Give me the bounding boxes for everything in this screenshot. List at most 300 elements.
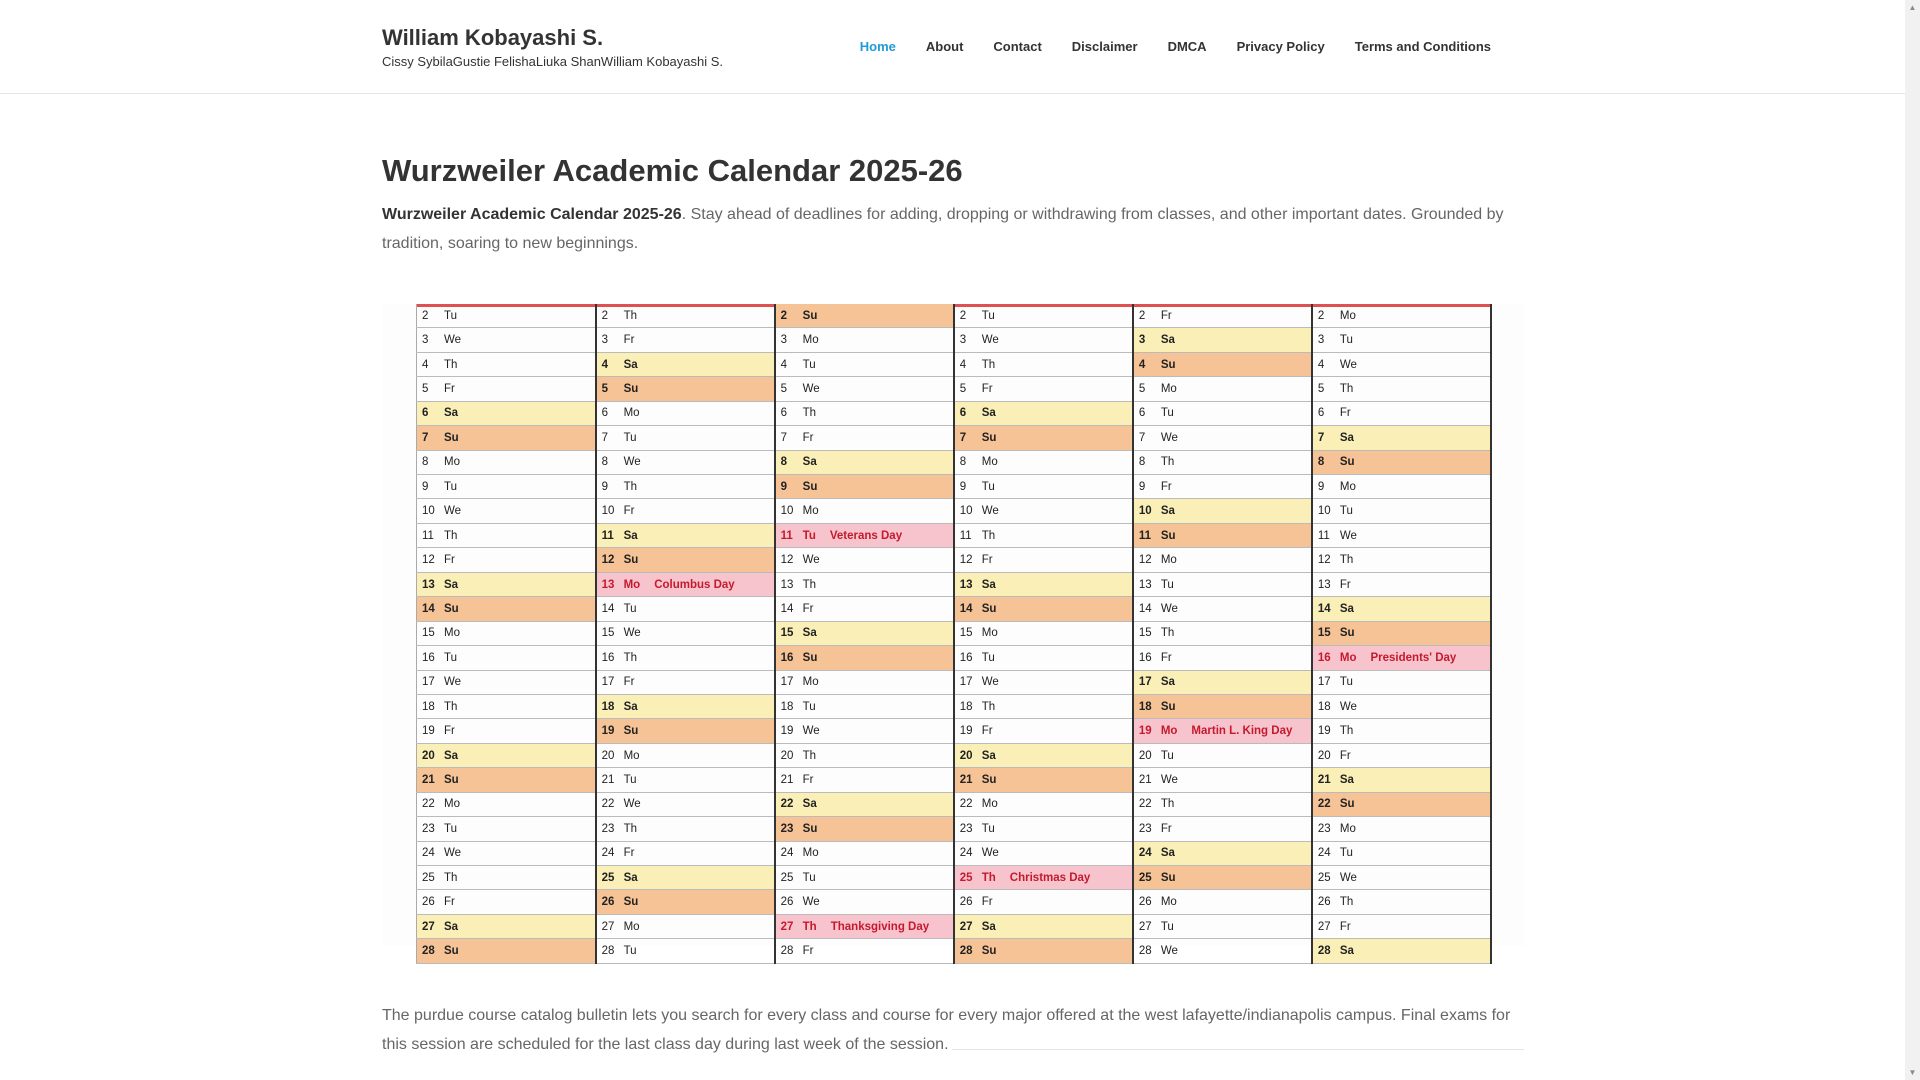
calendar-weekday: Sa [1160,505,1175,518]
calendar-day-number: 8 [601,456,608,469]
calendar-weekday: Sa [981,749,996,762]
calendar-weekday: Sa [1339,602,1354,615]
calendar-cell [417,499,596,523]
calendar-holiday-label: Presidents' Day [1370,651,1457,664]
calendar-cell [775,548,954,572]
calendar-cell [417,548,596,572]
calendar-day-number: 21 [959,774,973,787]
calendar-weekday: Mo [981,627,998,640]
calendar-weekday: Tu [981,309,995,322]
calendar-weekday: Mo [1339,651,1357,664]
calendar-weekday: Th [802,578,817,591]
calendar-cell [1133,450,1312,474]
calendar-weekday: Fr [981,554,993,567]
calendar-weekday: We [981,334,999,347]
calendar-cell [596,621,775,645]
calendar-day-number: 13 [959,578,973,591]
calendar-day-number: 20 [959,749,973,762]
calendar-day-number: 10 [959,505,973,518]
calendar-weekday: Su [981,774,997,787]
calendar-row [417,768,1492,792]
calendar-weekday: Su [802,309,818,322]
calendar-cell [1133,548,1312,572]
calendar-weekday: Sa [623,529,638,542]
calendar-day-number: 23 [1138,822,1152,835]
calendar-day-number: 4 [959,358,967,371]
calendar-day-number: 13 [1138,578,1152,591]
calendar-weekday: Fr [1339,920,1351,933]
calendar-cell [1133,694,1312,718]
calendar-day-number: 22 [1138,798,1152,811]
calendar-weekday: Su [623,383,639,396]
calendar-weekday: We [1339,529,1357,542]
calendar-row [417,328,1492,352]
calendar-weekday: We [802,896,820,909]
nav-disclaimer[interactable]: Disclaimer [1071,39,1138,54]
page-scrollbar[interactable] [1905,0,1920,1080]
calendar-day-number: 24 [780,847,794,860]
calendar-day-number: 28 [1317,945,1331,958]
calendar-cell [954,694,1133,718]
calendar-cell [1133,377,1312,401]
calendar-cell [1312,377,1491,401]
calendar-weekday: Su [1339,798,1355,811]
calendar-cell [775,792,954,816]
calendar-cell [417,914,596,938]
calendar-day-number: 15 [1317,627,1331,640]
calendar-weekday: Tu [981,480,995,493]
calendar-weekday: Su [981,602,997,615]
calendar-weekday: Sa [444,749,459,762]
calendar-day-number: 15 [959,627,973,640]
calendar-day-number: 27 [1138,920,1152,933]
calendar-cell [954,475,1133,499]
calendar-weekday: Su [802,480,818,493]
calendar-day-number: 12 [1138,554,1152,567]
calendar-day-number: 24 [1317,847,1331,860]
calendar-cell [417,939,596,964]
main-nav [845,39,1506,55]
calendar-day-number: 4 [1317,358,1325,371]
calendar-day-number: 2 [1317,309,1325,322]
calendar-day-number: 26 [422,896,435,909]
calendar-weekday: We [623,798,641,811]
calendar-cell [954,768,1133,792]
calendar-day-number: 6 [780,407,788,420]
calendar-weekday: Su [444,774,459,787]
calendar-cell [954,866,1133,890]
calendar-cell [1312,328,1491,352]
calendar-cell [417,328,596,352]
nav-about[interactable]: About [925,39,964,54]
post-title: Wurzweiler Academic Calendar 2025-26 [382,153,963,188]
calendar-day-number: 18 [422,700,435,713]
calendar-day-number: 6 [1317,407,1325,420]
calendar-weekday: Su [444,945,459,958]
calendar-day-number: 15 [601,627,615,640]
calendar-weekday: Fr [802,774,814,787]
calendar-cell [596,597,775,621]
calendar-day-number: 20 [1138,749,1152,762]
calendar-day-number: 6 [1138,407,1146,420]
calendar-cell [1312,914,1491,938]
calendar-weekday: We [1160,774,1178,787]
calendar-cell [596,426,775,450]
calendar-weekday: Su [1339,627,1355,640]
calendar-day-number: 21 [1317,774,1331,787]
calendar-cell [1133,743,1312,767]
calendar-day-number: 18 [780,700,794,713]
calendar-day-number: 23 [959,822,973,835]
calendar-cell [596,914,775,938]
calendar-weekday: Tu [1339,334,1353,347]
calendar-row [417,523,1492,547]
calendar-weekday: Mo [623,749,640,762]
calendar-weekday: Mo [981,456,998,469]
calendar-cell [1312,939,1491,964]
calendar-weekday: Th [1160,456,1175,469]
calendar-cell [417,670,596,694]
calendar-cell [596,670,775,694]
calendar-weekday: Tu [802,871,816,884]
calendar-weekday: Tu [802,358,816,371]
calendar-weekday: Tu [444,480,457,493]
calendar-cell [775,768,954,792]
calendar-weekday: Sa [1160,676,1175,689]
calendar-cell [596,377,775,401]
calendar-cell [596,499,775,523]
calendar-cell [417,621,596,645]
calendar-cell [775,914,954,938]
calendar-weekday: Fr [1339,407,1351,420]
calendar-cell [775,890,954,914]
calendar-cell [417,890,596,914]
calendar-day-number: 17 [959,676,973,689]
calendar-day-number: 5 [1317,383,1325,396]
calendar-day-number: 21 [780,774,794,787]
calendar-weekday: Sa [981,578,996,591]
calendar-day-number: 20 [1317,749,1331,762]
calendar-day-number: 3 [1317,334,1325,347]
scroll-up-arrow-icon[interactable]: ▲ [1908,3,1917,12]
calendar-day-number: 6 [422,407,429,420]
calendar-cell [1312,719,1491,743]
site-title[interactable]: William Kobayashi S. [382,25,604,50]
calendar-day-number: 15 [1138,627,1152,640]
calendar-cell [596,792,775,816]
calendar-cell [596,401,775,425]
calendar-row [417,939,1492,964]
calendar-weekday: We [1339,871,1357,884]
calendar-weekday: Mo [623,407,640,420]
calendar-weekday: Sa [1339,774,1354,787]
calendar-day-number: 21 [1138,774,1152,787]
calendar-cell [1133,890,1312,914]
nav-dmca[interactable]: DMCA [1167,39,1207,54]
post-intro [382,200,1524,258]
calendar-cell [954,743,1133,767]
calendar-weekday: Tu [802,700,816,713]
calendar-weekday: Mo [1160,725,1178,738]
divider [952,1049,1524,1050]
calendar-cell [1312,450,1491,474]
calendar-cell [775,743,954,767]
calendar-day-number: 10 [780,505,794,518]
calendar-weekday: Fr [1339,578,1351,591]
calendar-cell [954,914,1133,938]
calendar-cell [417,597,596,621]
calendar-cell [417,352,596,376]
calendar-day-number: 20 [601,749,615,762]
calendar-cell [1312,352,1491,376]
calendar-day-number: 25 [1317,871,1331,884]
calendar-weekday: Fr [444,896,455,909]
calendar-weekday: Mo [802,847,819,860]
calendar-weekday: We [444,505,462,518]
calendar-weekday: Su [1339,456,1355,469]
calendar-cell [1133,719,1312,743]
calendar-day-number: 13 [1317,578,1331,591]
calendar-cell [596,719,775,743]
calendar-day-number: 14 [1317,602,1331,615]
calendar-cell [1133,475,1312,499]
calendar-cell [954,572,1133,596]
calendar-day-number: 23 [780,822,794,835]
calendar-row [417,646,1492,670]
calendar-day-number: 13 [422,578,435,591]
calendar-cell [1133,352,1312,376]
calendar-weekday: Fr [802,602,814,615]
calendar-day-number: 28 [1138,945,1152,958]
calendar-cell [775,377,954,401]
calendar-cell [954,670,1133,694]
calendar-weekday: Fr [981,896,993,909]
calendar-cell [954,939,1133,964]
calendar-day-number: 14 [1138,602,1152,615]
calendar-cell [596,450,775,474]
calendar-holiday-label: Christmas Day [1009,871,1091,884]
calendar-cell [1133,597,1312,621]
calendar-day-number: 9 [422,480,429,493]
calendar-cell [417,841,596,865]
calendar-weekday: Tu [802,529,816,542]
calendar-cell [775,694,954,718]
calendar-day-number: 4 [780,358,788,371]
calendar-cell [775,426,954,450]
calendar-day-number: 3 [422,334,429,347]
calendar-day-number: 19 [959,725,973,738]
calendar-day-number: 25 [1138,871,1152,884]
calendar-day-number: 7 [959,431,967,444]
calendar-weekday: We [444,334,462,347]
calendar-weekday: Fr [623,334,635,347]
calendar-day-number: 25 [959,871,973,884]
calendar-cell [417,450,596,474]
calendar-cell [954,841,1133,865]
calendar-day-number: 5 [959,383,967,396]
calendar-day-number: 17 [1317,676,1331,689]
calendar-weekday: We [623,456,641,469]
calendar-row [417,475,1492,499]
calendar-weekday: Tu [1160,578,1174,591]
calendar-day-number: 24 [601,847,615,860]
calendar-holiday-label: Veterans Day [829,529,903,542]
nav-privacy-policy[interactable]: Privacy Policy [1236,39,1325,54]
calendar-cell [596,304,775,328]
calendar-weekday: Tu [623,431,637,444]
calendar-cell [775,646,954,670]
calendar-day-number: 5 [780,383,788,396]
calendar-day-number: 16 [1138,651,1152,664]
calendar-cell [775,401,954,425]
calendar-day-number: 26 [780,896,794,909]
calendar-day-number: 8 [959,456,967,469]
calendar-day-number: 28 [601,945,615,958]
calendar-cell [775,597,954,621]
nav-contact[interactable]: Contact [993,39,1042,54]
calendar-day-number: 16 [601,651,615,664]
calendar-row [417,792,1492,816]
calendar-day-number: 26 [959,896,973,909]
calendar-day-number: 10 [1317,505,1331,518]
calendar-weekday: Su [1160,529,1176,542]
calendar-weekday: Su [623,725,639,738]
calendar-day-number: 18 [1317,700,1331,713]
calendar-cell [775,304,954,328]
calendar-weekday: Th [1160,627,1175,640]
calendar-day-number: 14 [422,602,435,615]
calendar-cell [1133,572,1312,596]
calendar-weekday: Fr [444,383,455,396]
calendar-day-number: 9 [1317,480,1325,493]
nav-home[interactable]: Home [859,39,896,54]
calendar-row [417,597,1492,621]
calendar-row [417,499,1492,523]
calendar-row [417,377,1492,401]
calendar-cell [775,572,954,596]
calendar-row [417,426,1492,450]
calendar-day-number: 23 [601,822,615,835]
calendar-weekday: Mo [444,627,460,640]
calendar-weekday: Th [981,700,996,713]
calendar-weekday: Sa [623,358,638,371]
calendar-day-number: 16 [422,651,435,664]
calendar-cell [954,352,1133,376]
calendar-cell [775,817,954,841]
calendar-weekday: Tu [444,309,457,322]
calendar-cell [954,328,1133,352]
calendar-cell [417,572,596,596]
calendar-weekday: Mo [623,578,641,591]
calendar-cell [1133,523,1312,547]
calendar-day-number: 9 [959,480,967,493]
calendar-weekday: Fr [981,725,993,738]
site-description: Cissy SybilaGustie FelishaLiuka ShanWilliam Kobayashi S. [382,54,724,69]
calendar-cell [1312,597,1491,621]
calendar-row [417,890,1492,914]
calendar-cell [596,475,775,499]
calendar-weekday: Sa [444,920,459,933]
nav-terms-and-conditions[interactable]: Terms and Conditions [1354,39,1491,54]
calendar-day-number: 8 [1317,456,1325,469]
calendar-cell [417,768,596,792]
calendar-weekday: Su [981,431,997,444]
calendar-weekday: Mo [981,798,998,811]
calendar-weekday: Th [444,871,458,884]
calendar-cell [1133,866,1312,890]
calendar-weekday: Su [1160,700,1176,713]
site-header [0,0,1905,94]
calendar-cell [417,866,596,890]
calendar-cell [775,939,954,964]
calendar-cell [954,548,1133,572]
calendar-day-number: 2 [422,309,429,322]
calendar-cell [1312,548,1491,572]
calendar-row [417,694,1492,718]
calendar-day-number: 2 [1138,309,1146,322]
calendar-weekday: Su [1160,871,1176,884]
calendar-day-number: 17 [601,676,615,689]
calendar-day-number: 12 [780,554,794,567]
calendar-weekday: Sa [802,456,817,469]
calendar-weekday: Su [802,651,818,664]
calendar-cell [417,377,596,401]
calendar-cell [775,450,954,474]
calendar-cell [1312,817,1491,841]
calendar-cell [1312,792,1491,816]
calendar-day-number: 7 [601,431,608,444]
calendar-weekday: Tu [981,651,995,664]
calendar-cell [1133,646,1312,670]
calendar-cell [1312,743,1491,767]
calendar-cell [954,499,1133,523]
calendar-cell [1312,572,1491,596]
calendar-cell [1312,523,1491,547]
calendar-weekday: Fr [444,725,455,738]
calendar-weekday: Tu [623,945,637,958]
calendar-day-number: 28 [959,945,973,958]
calendar-body [417,304,1492,964]
calendar-row [417,548,1492,572]
calendar-cell [417,694,596,718]
calendar-day-number: 4 [601,358,608,371]
calendar-weekday: Fr [981,383,993,396]
calendar-weekday: Mo [1339,480,1356,493]
calendar-weekday: Th [1339,896,1354,909]
calendar-weekday: We [802,554,820,567]
calendar-cell [596,352,775,376]
calendar-day-number: 23 [422,822,435,835]
calendar-weekday: We [981,505,999,518]
calendar-cell [596,841,775,865]
calendar-holiday-label: Martin L. King Day [1191,725,1293,738]
calendar-day-number: 24 [1138,847,1152,860]
calendar-row [417,719,1492,743]
calendar-day-number: 19 [780,725,794,738]
calendar-weekday: We [444,847,462,860]
calendar-cell [596,548,775,572]
calendar-day-number: 12 [422,554,435,567]
calendar-weekday: Fr [623,505,635,518]
scroll-down-arrow-icon[interactable]: ▼ [1908,1068,1917,1077]
calendar-day-number: 3 [601,334,608,347]
calendar-day-number: 26 [1317,896,1331,909]
calendar-day-number: 10 [601,505,615,518]
calendar-day-number: 10 [1138,505,1152,518]
calendar-cell [1133,328,1312,352]
calendar-row [417,670,1492,694]
calendar-day-number: 27 [422,920,435,933]
